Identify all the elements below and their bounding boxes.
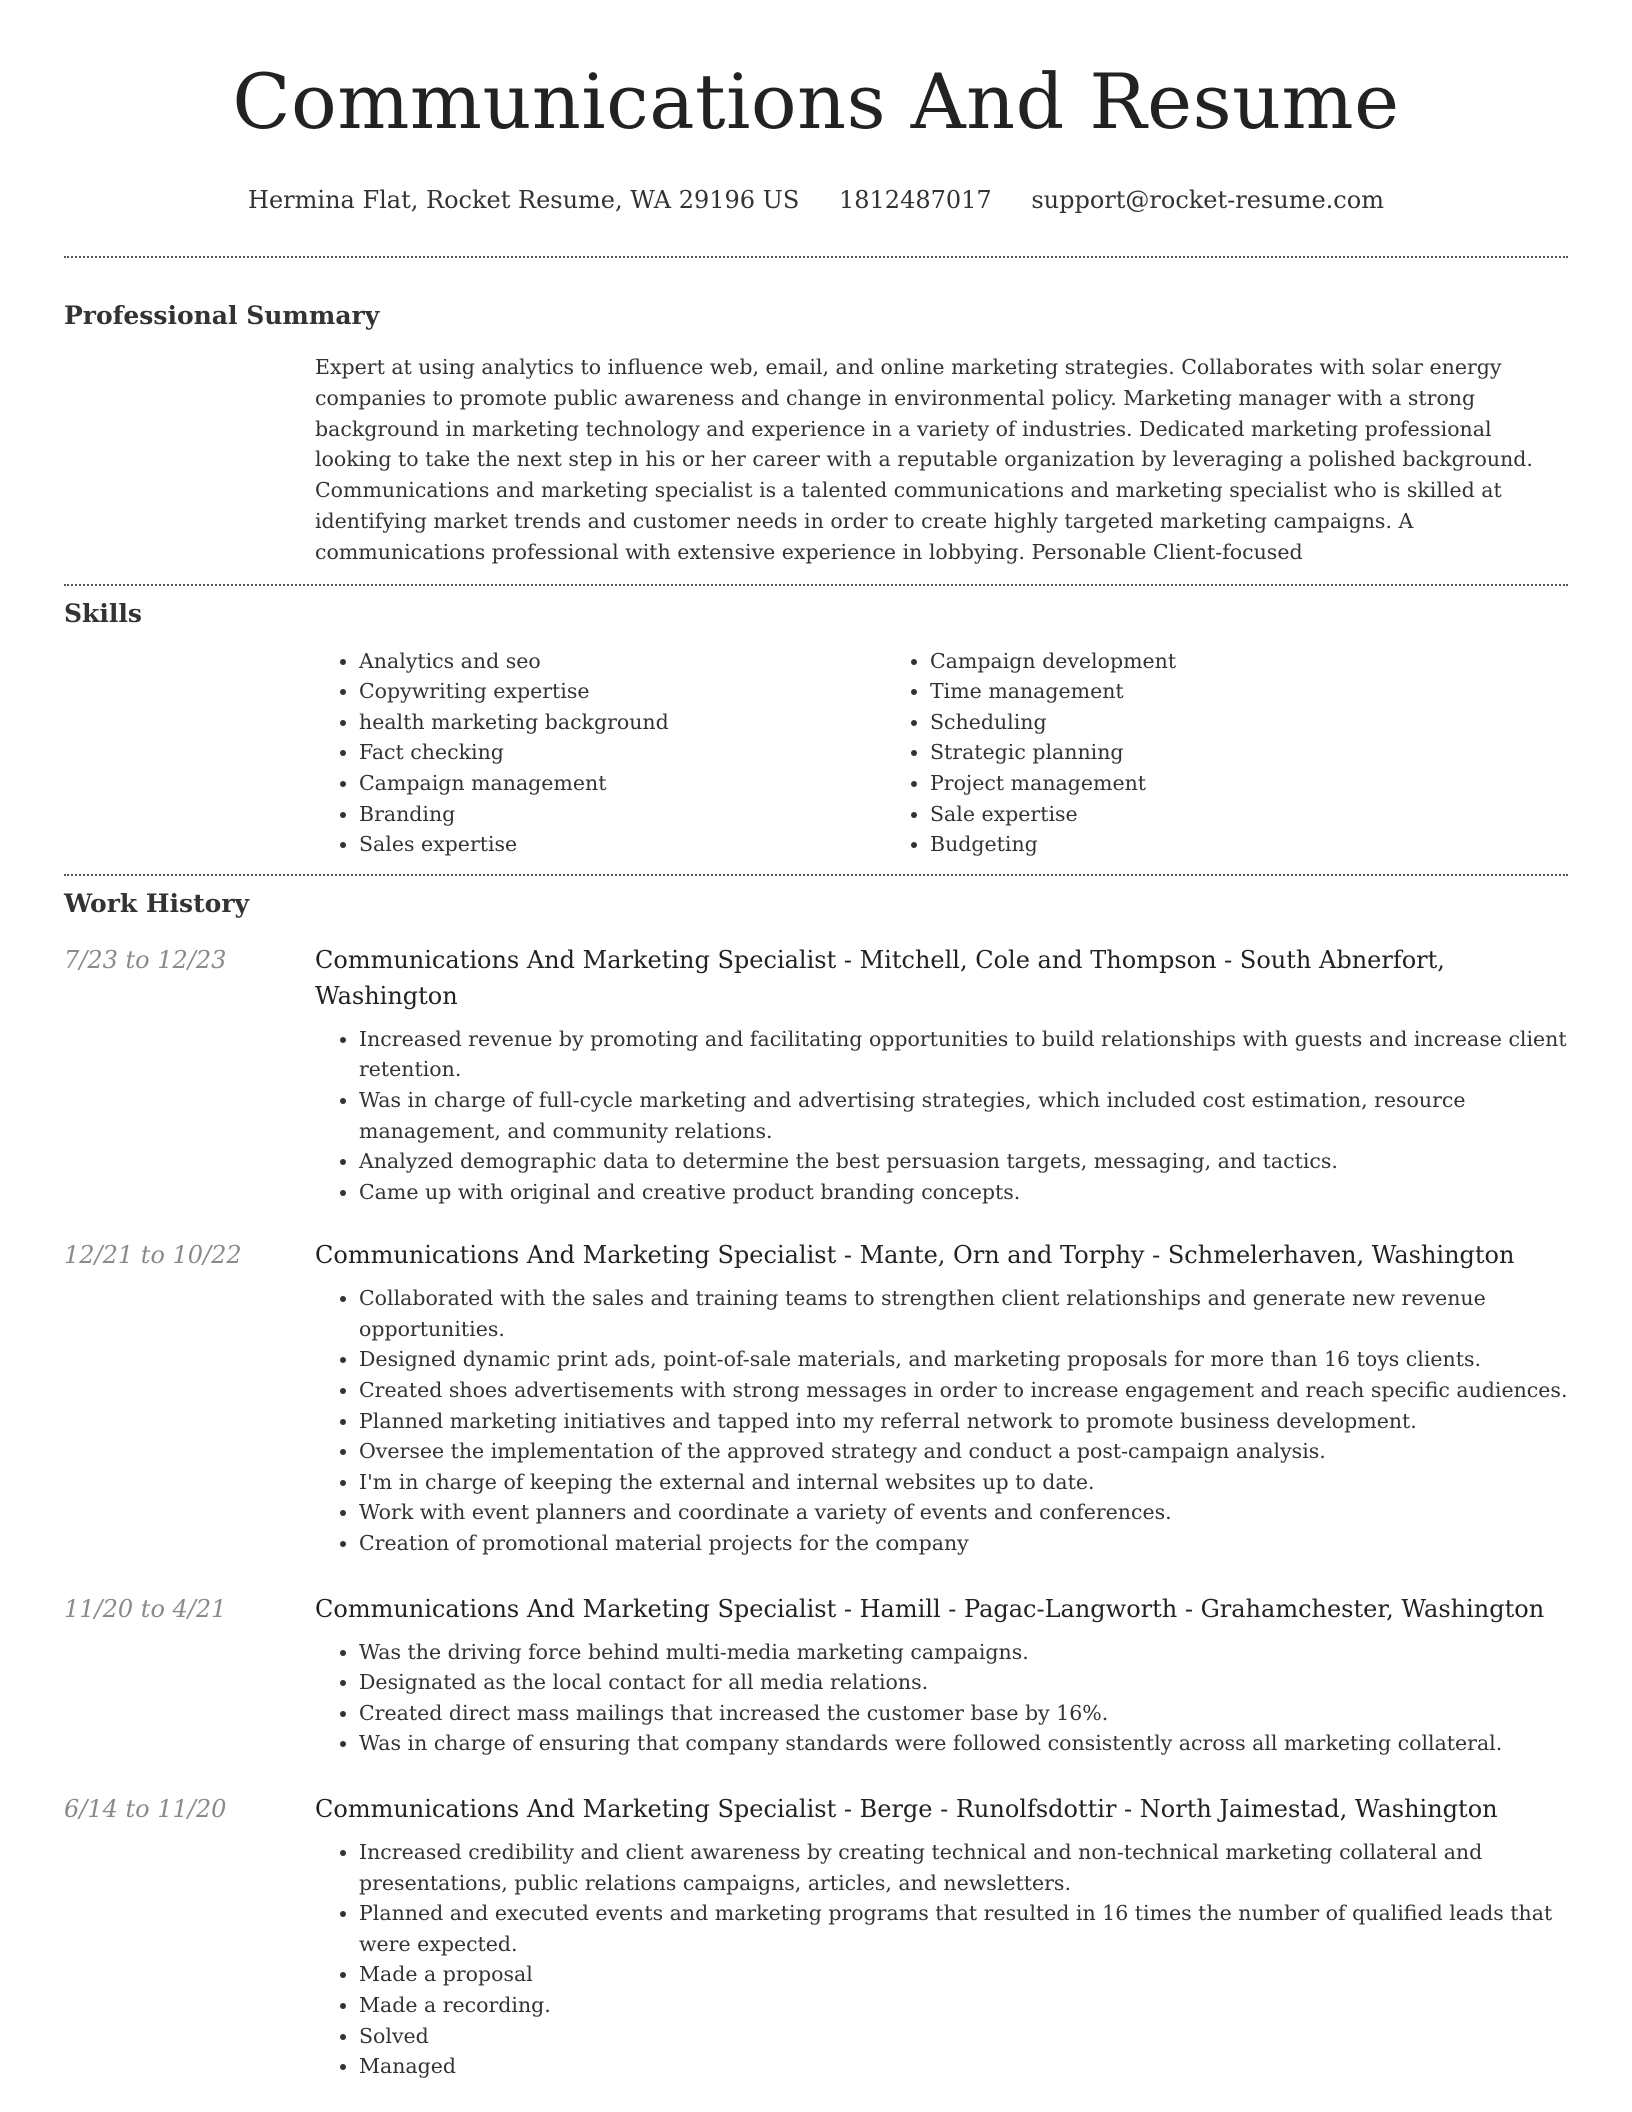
job-bullet: • Made a recording. [359, 1990, 1568, 2021]
job-bullet: • Planned marketing initiatives and tapped into my referral network to promote business development. [359, 1406, 1568, 1437]
skill-item: • Project management [930, 768, 1457, 799]
job-bullets [315, 1024, 1568, 1208]
skill-item: • Sale expertise [930, 799, 1457, 830]
job-bullet: • Planned and executed events and marketing programs that resulted in 16 times the number of qualified leads that were expected. [359, 1898, 1568, 1959]
job-entry [64, 1237, 1568, 1558]
job-bullet: • Was in charge of ensuring that company standards were followed consistently across all marketing collateral. [359, 1728, 1568, 1759]
skill-item: • health marketing background [359, 707, 886, 738]
job-bullet: • Analyzed demographic data to determine the best persuasion targets, messaging, and tactics. [359, 1146, 1568, 1177]
skill-item: • Branding [359, 799, 886, 830]
job-heading: Communications And Marketing Specialist - Hamill - Pagac-Langworth - Grahamchester, Washington [315, 1594, 1545, 1623]
contact-phone: 1812487017 [838, 186, 992, 214]
skill-item: • Strategic planning [930, 737, 1457, 768]
skills-column-right [886, 646, 1457, 860]
job-bullet: • Work with event planners and coordinate a variety of events and conferences. [359, 1497, 1568, 1528]
job-heading: Communications And Marketing Specialist - Berge - Runolfsdottir - North Jaimestad, Washington [315, 1795, 1498, 1824]
skill-item: • Sales expertise [359, 829, 886, 860]
divider-header [64, 256, 1568, 258]
skills-column-left [315, 646, 886, 860]
job-entry [64, 1791, 1568, 2082]
job-bullet: • Creation of promotional material projects for the company [359, 1528, 1568, 1559]
contact-line [64, 184, 1568, 216]
job-body [315, 1591, 1568, 1759]
resume-name: Communications And Resume [232, 57, 1400, 146]
job-dates: 12/21 to 10/22 [64, 1241, 242, 1270]
job-dates: 11/20 to 4/21 [64, 1594, 227, 1623]
skill-item: • Copywriting expertise [359, 676, 886, 707]
job-bullets [315, 1837, 1568, 2082]
job-bullet: • Made a proposal [359, 1959, 1568, 1990]
job-dates: 6/14 to 11/20 [64, 1795, 227, 1824]
job-bullets [315, 1637, 1568, 1759]
job-entry [64, 942, 1568, 1208]
job-bullet: • I'm in charge of keeping the external and internal websites up to date. [359, 1467, 1568, 1498]
skill-item: • Fact checking [359, 737, 886, 768]
job-bullet: • Increased credibility and client awareness by creating technical and non-technical marketing collateral and presentations, public relations campaigns, articles, and newsletters. [359, 1837, 1568, 1898]
skill-item: • Campaign development [930, 646, 1457, 677]
contact-address: Hermina Flat, Rocket Resume, WA 29196 US [248, 186, 800, 214]
job-body [315, 1237, 1568, 1558]
job-bullet: • Solved [359, 2021, 1568, 2052]
job-heading: Communications And Marketing Specialist - Mante, Orn and Torphy - Schmelerhaven, Washington [315, 1241, 1515, 1270]
skills-list [315, 646, 1568, 860]
skill-item: • Campaign management [359, 768, 886, 799]
summary-title: Professional Summary [64, 301, 380, 330]
job-bullet: • Increased revenue by promoting and facilitating opportunities to build relationships with guests and increase client retention. [359, 1024, 1568, 1085]
job-bullet: • Collaborated with the sales and training teams to strengthen client relationships and generate new revenue opportunities. [359, 1283, 1568, 1344]
resume-page [64, 0, 1568, 2082]
skill-item: • Analytics and seo [359, 646, 886, 677]
work-history-title: Work History [64, 888, 250, 918]
job-bullets [315, 1283, 1568, 1558]
job-bullet: • Managed [359, 2051, 1568, 2082]
skill-item: • Time management [930, 676, 1457, 707]
job-dates: 7/23 to 12/23 [64, 945, 227, 974]
job-entry [64, 1591, 1568, 1759]
divider-skills [64, 584, 1568, 586]
job-bullet: • Created shoes advertisements with strong messages in order to increase engagement and reach specific audiences. [359, 1375, 1568, 1406]
job-body [315, 942, 1568, 1208]
job-bullet: • Was in charge of full-cycle marketing and advertising strategies, which included cost estimation, resource management, and community relations. [359, 1085, 1568, 1146]
job-heading: Communications And Marketing Specialist - Mitchell, Cole and Thompson - South Abnerfort, Washington [315, 945, 1445, 1010]
contact-email: support@rocket-resume.com [1031, 186, 1384, 214]
skill-item: • Budgeting [930, 829, 1457, 860]
job-bullet: • Designated as the local contact for all media relations. [359, 1667, 1568, 1698]
job-bullet: • Was the driving force behind multi-media marketing campaigns. [359, 1637, 1568, 1668]
divider-work [64, 874, 1568, 876]
summary-text: Expert at using analytics to influence web, email, and online marketing strategies. Collaborates with solar energy companies to promote public awareness and change in environmental policy. Marketing manager with a strong background in marketing technology and experience in a variety of industries. Dedicated marketing professional looking to take the next step in his or her career with a reputable organization by leveraging a polished background. Communications and marketing specialist is a talented communications and marketing specialist who is skilled at identifying market trends and customer needs in order to create highly targeted marketing campaigns. A communications professional with extensive experience in lobbying. Personable Client-focused [315, 355, 1533, 564]
skills-title: Skills [64, 598, 142, 628]
job-bullet: • Oversee the implementation of the approved strategy and conduct a post-campaign analysis. [359, 1436, 1568, 1467]
job-body [315, 1791, 1568, 2082]
job-bullet: • Designed dynamic print ads, point-of-sale materials, and marketing proposals for more than 16 toys clients. [359, 1344, 1568, 1375]
job-bullet: • Came up with original and creative product branding concepts. [359, 1177, 1568, 1208]
job-bullet: • Created direct mass mailings that increased the customer base by 16%. [359, 1698, 1568, 1729]
skill-item: • Scheduling [930, 707, 1457, 738]
